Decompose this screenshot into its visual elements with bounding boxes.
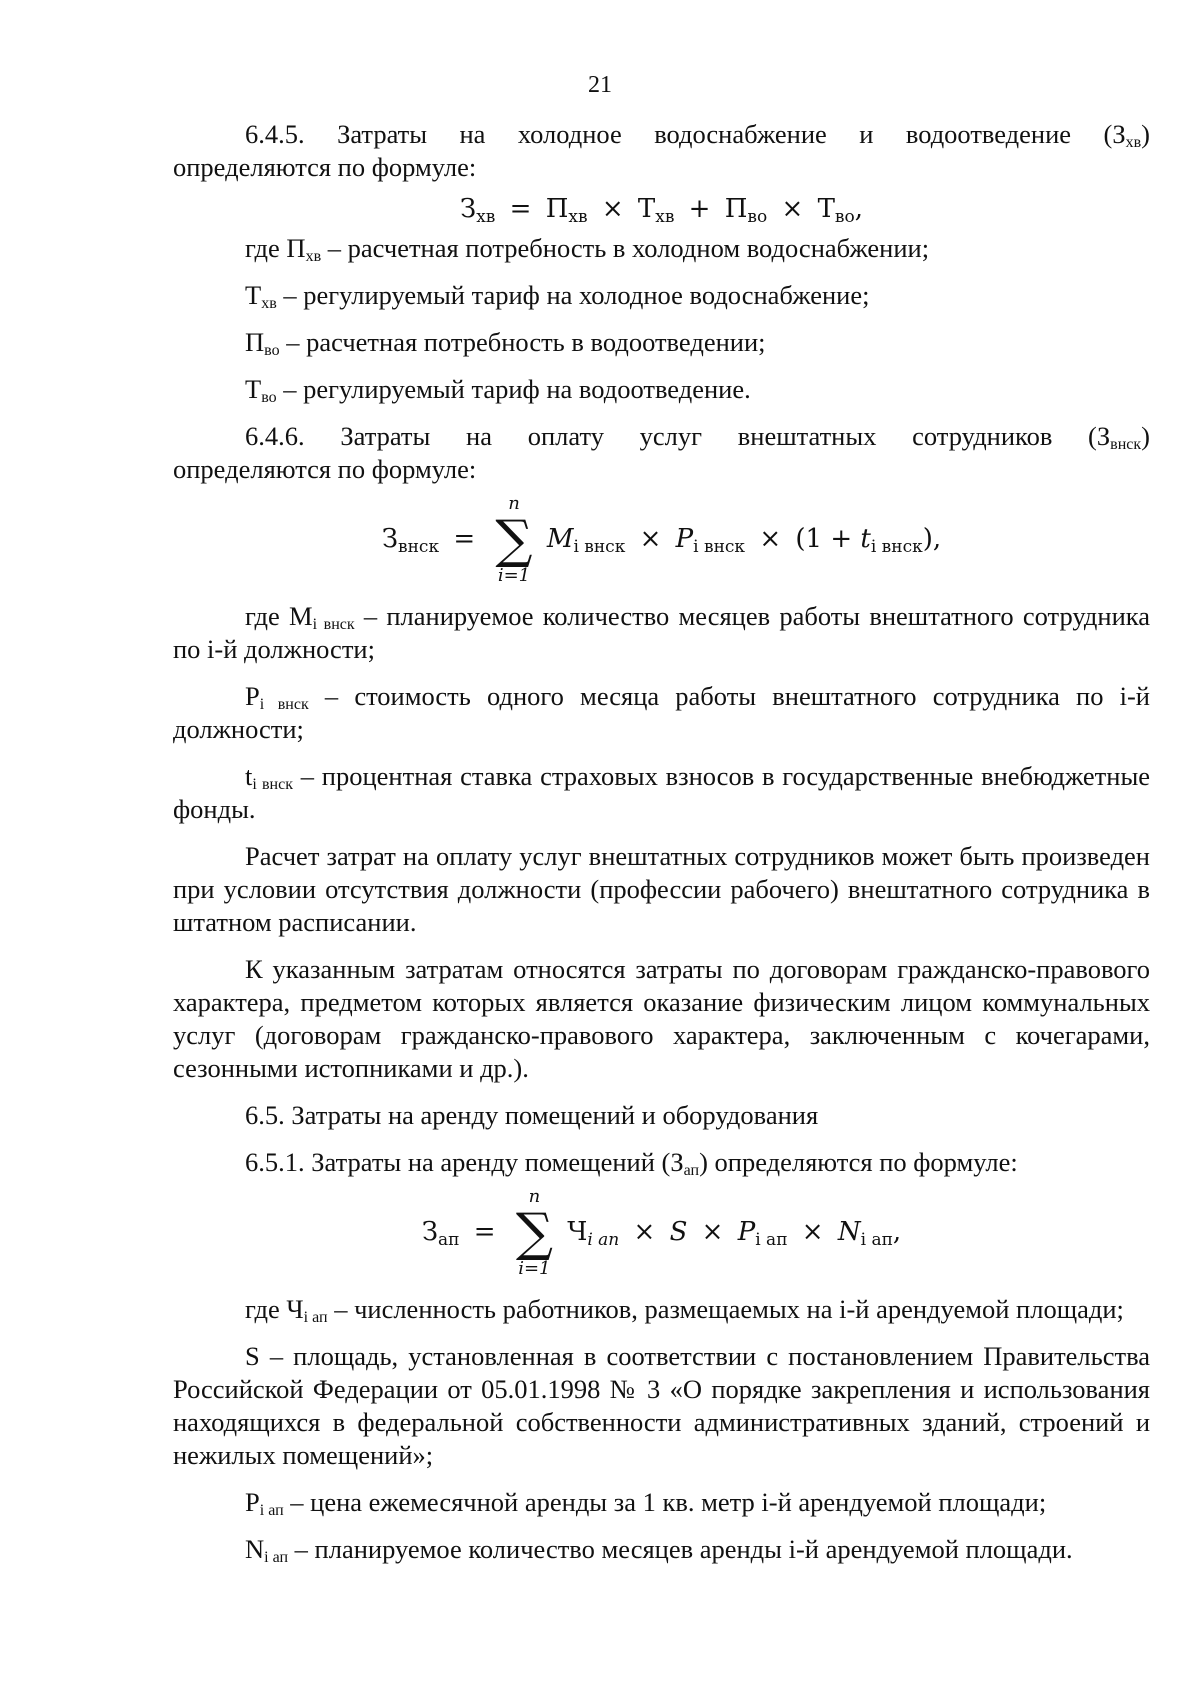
definition-m-vnsk: где $М_{i внск}$ – планируемое количество месяцев работы внештатного сотрудника по i-й должности; <box>173 601 1151 664</box>
paragraph-6-4-5-line2: определяются по формуле: <box>173 152 477 182</box>
formula-cold-water: $З_{хв} = П_{хв} \times Т_{хв} + П_{во} \times Т_{во}$, <box>460 194 863 227</box>
summation-sign: n ∑ i=1 <box>495 493 533 586</box>
definition-t-vnsk: $t_{i внск}$ – процентная ставка страховых взносов в государственные внебюджетные фонды. <box>173 761 1151 824</box>
formula-freelance: $З_{внск}$ = n ∑ i=1 $M_{i внск} \times P_{i внск} \times (1 + t_{i внск})$, <box>381 493 942 586</box>
definition-s: S – площадь, установленная в соответствии с постановлением Правительства Российской Федерации от 05.01.1998 № 3 «О порядке закрепления и использования находящихся в федеральной собственности административных зданий, строений и нежилых помещений»; <box>173 1341 1150 1470</box>
paragraph-6-4-5-line1: 6.4.5. Затраты на холодное водоснабжение и водоотведение $(З_{хв})$ <box>245 119 1150 151</box>
definition-t-hv: $Т_{хв}$ – регулируемый тариф на холодное водоснабжение; <box>245 280 870 312</box>
definition-p-hv: где $П_{хв}$ – расчетная потребность в холодном водоснабжении; <box>245 233 930 265</box>
definition-p-ap: $P_{i ап}$ – цена ежемесячной аренды за 1 кв. метр i-й арендуемой площади; <box>245 1487 1047 1519</box>
definition-n-ap: $N_{i ап}$ – планируемое количество месяцев аренды i-й арендуемой площади. <box>245 1534 1073 1566</box>
paragraph-calculation: Расчет затрат на оплату услуг внештатных сотрудников может быть произведен при условии отсутствия должности (профессии рабочего) внештатного сотрудника в штатном расписании. <box>173 841 1150 937</box>
paragraph-6-4-6-line1: 6.4.6. Затраты на оплату услуг внештатных сотрудников $(З_{внск})$ <box>245 421 1150 453</box>
summation-sign: n ∑ i=1 <box>515 1186 553 1279</box>
paragraph-related-costs: К указанным затратам относятся затраты по договорам гражданско-правового характера, предметом которых является оказание физическим лицом коммунальных услуг (договорам гражданско-правового характера, заключенным с кочегарами, сезонными истопниками и др.). <box>173 954 1150 1083</box>
definition-p-vo: $П_{во}$ – расчетная потребность в водоотведении; <box>245 327 766 359</box>
page-number: 21 <box>588 72 612 98</box>
heading-6-5: 6.5. Затраты на аренду помещений и оборудования <box>245 1100 819 1130</box>
formula-rent: $З_{ап}$ = n ∑ i=1 $Ч_{i ап} \times S \times P_{i ап} \times N_{i ап}$, <box>421 1186 902 1279</box>
definition-ch-ap: где $Ч_{i ап}$ – численность работников, размещаемых на i-й арендуемой площади; <box>245 1294 1124 1326</box>
paragraph-6-5-1: 6.5.1. Затраты на аренду помещений $(З_{ап})$ определяются по формуле: <box>245 1147 1018 1179</box>
paragraph-6-4-6-line2: определяются по формуле: <box>173 454 477 484</box>
definition-p-vnsk: $P_{i внск}$ – стоимость одного месяца работы внештатного сотрудника по i-й должности; <box>173 681 1150 744</box>
definition-t-vo: $Т_{во}$ – регулируемый тариф на водоотведение. <box>245 374 751 406</box>
document-body <box>173 118 1150 1566</box>
